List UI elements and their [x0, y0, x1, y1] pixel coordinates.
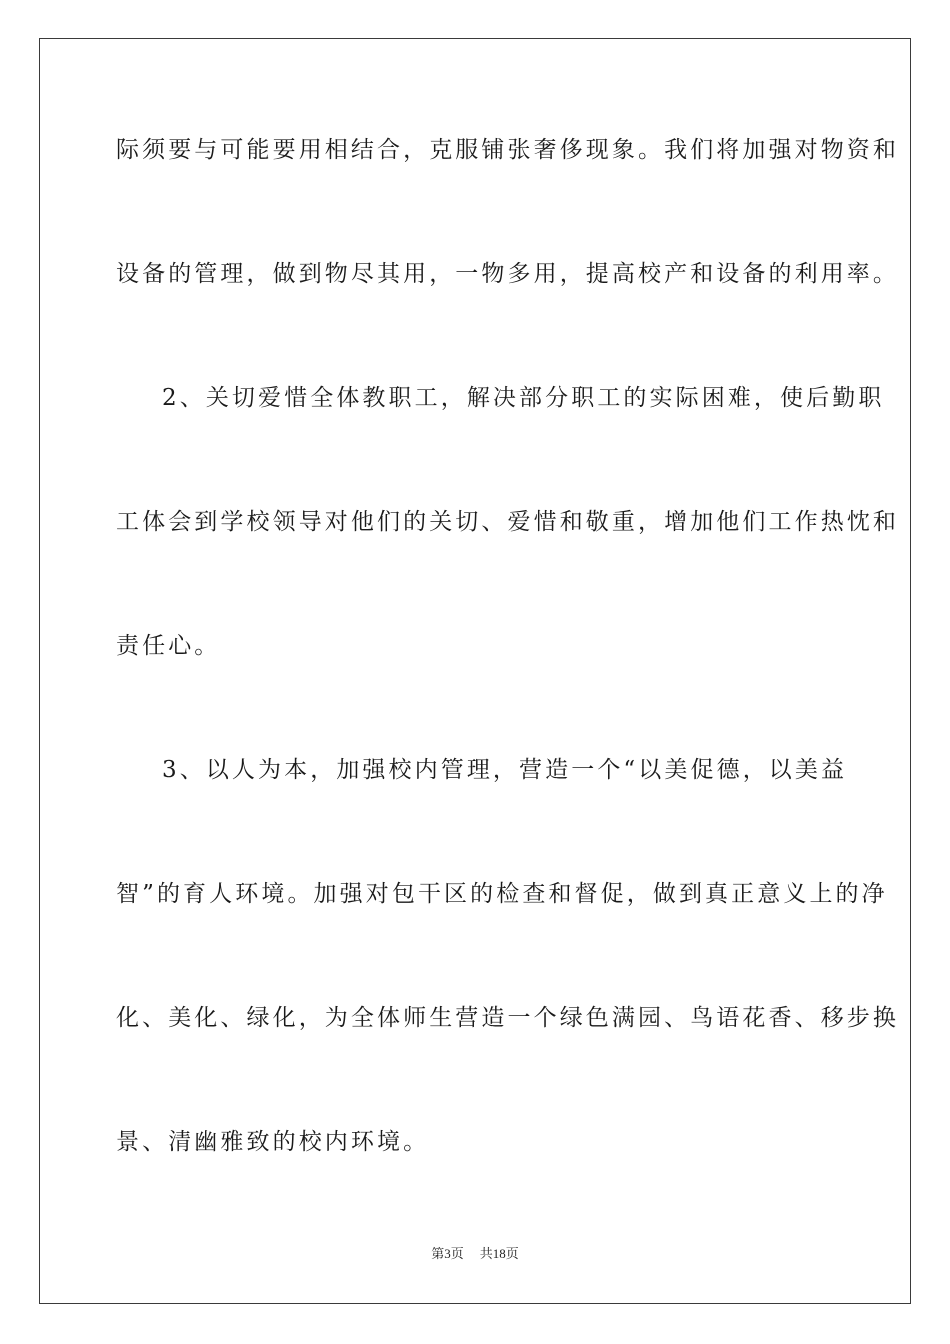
- page-number: 第3页: [431, 1246, 464, 1261]
- paragraph-line: 设备的管理，做到物尽其用，一物多用，提高校产和设备的利用率。: [116, 261, 899, 287]
- paragraph-line: 工体会到学校领导对他们的关切、爱惜和敬重，增加他们工作热忱和: [116, 509, 899, 535]
- paragraph-line: 智”的育人环境。加强对包干区的检查和督促，做到真正意义上的净: [116, 881, 888, 907]
- paragraph-line: 际须要与可能要用相结合，克服铺张奢侈现象。我们将加强对物资和: [116, 137, 899, 163]
- paragraph-line: 景、清幽雅致的校内环境。: [116, 1129, 430, 1155]
- page-total: 共18页: [479, 1246, 519, 1261]
- page-border: [39, 38, 911, 1304]
- paragraph-line: 责任心。: [116, 633, 221, 659]
- paragraph-line: 化、美化、绿化，为全体师生营造一个绿色满园、鸟语花香、移步换: [116, 1005, 899, 1031]
- paragraph-line: 2、关切爱惜全体教职工，解决部分职工的实际困难，使后勤职: [162, 385, 885, 411]
- paragraph-line: 3、以人为本，加强校内管理，营造一个“以美促德，以美益: [162, 757, 848, 783]
- page-footer: [0, 1245, 950, 1263]
